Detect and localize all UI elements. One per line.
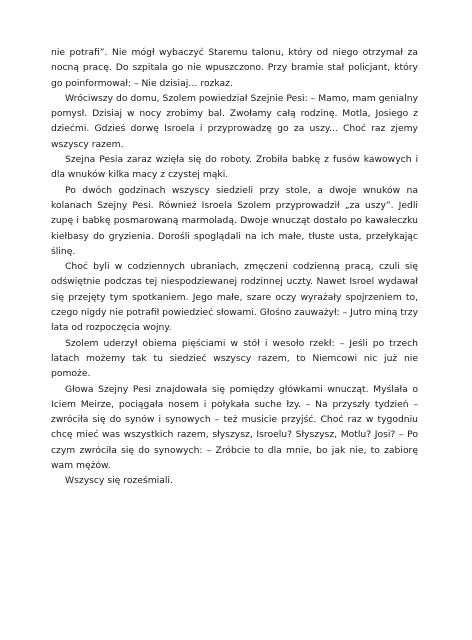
paragraph-6: Szolem uderzył obiema pięściami w stół i wesoło rzekł: – Jeśli po trzech latach możemy tak tu siedzieć wszyscy razem, to Niemcowi nic już nie pomoże. bbox=[51, 337, 418, 380]
paragraph-7: Głowa Szejny Pesi znajdowała się pomiędzy główkami wnucząt. Myślała o Iciem Meirze, pociągała nosem i połykała suche łzy. – Na przyszły tydzień – zwróciła się do synów i synowych – też musicie przyjść. Choć raz w tygodniu chcę mieć was wszystkich razem, słyszysz, Isroelu? Słyszysz, Motlu? Josi? – Po czym zwróciła się do synowych: – Zróbcie to dla mnie, bo jak nie, to zabiorę wam mężów. bbox=[51, 383, 418, 472]
paragraph-2: Wróciwszy do domu, Szolem powiedział Szejnie Pesi: – Mamo, mam genialny pomysł. Dzisiaj w nocy zrobimy bal. Zwołamy całą rodzinę. Motla, Josiego z dziećmi. Gdzieś dorwę Isroela i przyprowadzę go za uszy... Choć raz zjemy wszyscy razem. bbox=[51, 92, 418, 150]
paragraph-5: Choć byli w codziennych ubraniach, zmęczeni codzienną pracą, czuli się odświętnie podczas tej niespodziewanej rodzinnej uczty. Nawet Isroel wydawał się przejęty tym spotkaniem. Jego małe, szare oczy wyrażały spojrzeniem to, czego nigdy nie potrafił powiedzieć słowami. Głośno zauważył: – Jutro miną trzy lata od rozpoczęcia wojny. bbox=[51, 261, 418, 334]
paragraph-3: Szejna Pesia zaraz wzięła się do roboty. Zrobiła babkę z fusów kawowych i dla wnuków kilka macy z czystej mąki. bbox=[51, 154, 418, 181]
paragraph-8: Wszyscy się roześmiali. bbox=[65, 475, 173, 487]
paragraph-1: nie potrafi”. Nie mógł wybaczyć Staremu talonu, który od niego otrzymał za nocną pracę. Do szpitala go nie wpuszczono. Przy bramie stał policjant, który go poinformował: – Nie dzisiaj… rozkaz. bbox=[51, 47, 418, 89]
body-text bbox=[51, 45, 418, 489]
paragraph-4: Po dwóch godzinach wszyscy siedzieli przy stole, a dwoje wnuków na kolanach Szejny Pesi. Również Isroela Szolem przyprowadził „za uszy”. Jedli zupę i babkę posmarowaną marmoladą. Dwoje wnucząt dostało po kawałeczku kiełbasy do gryzienia. Dorośli spoglądali na ich małe, tłuste usta, przełykając ślinę. bbox=[51, 184, 418, 257]
